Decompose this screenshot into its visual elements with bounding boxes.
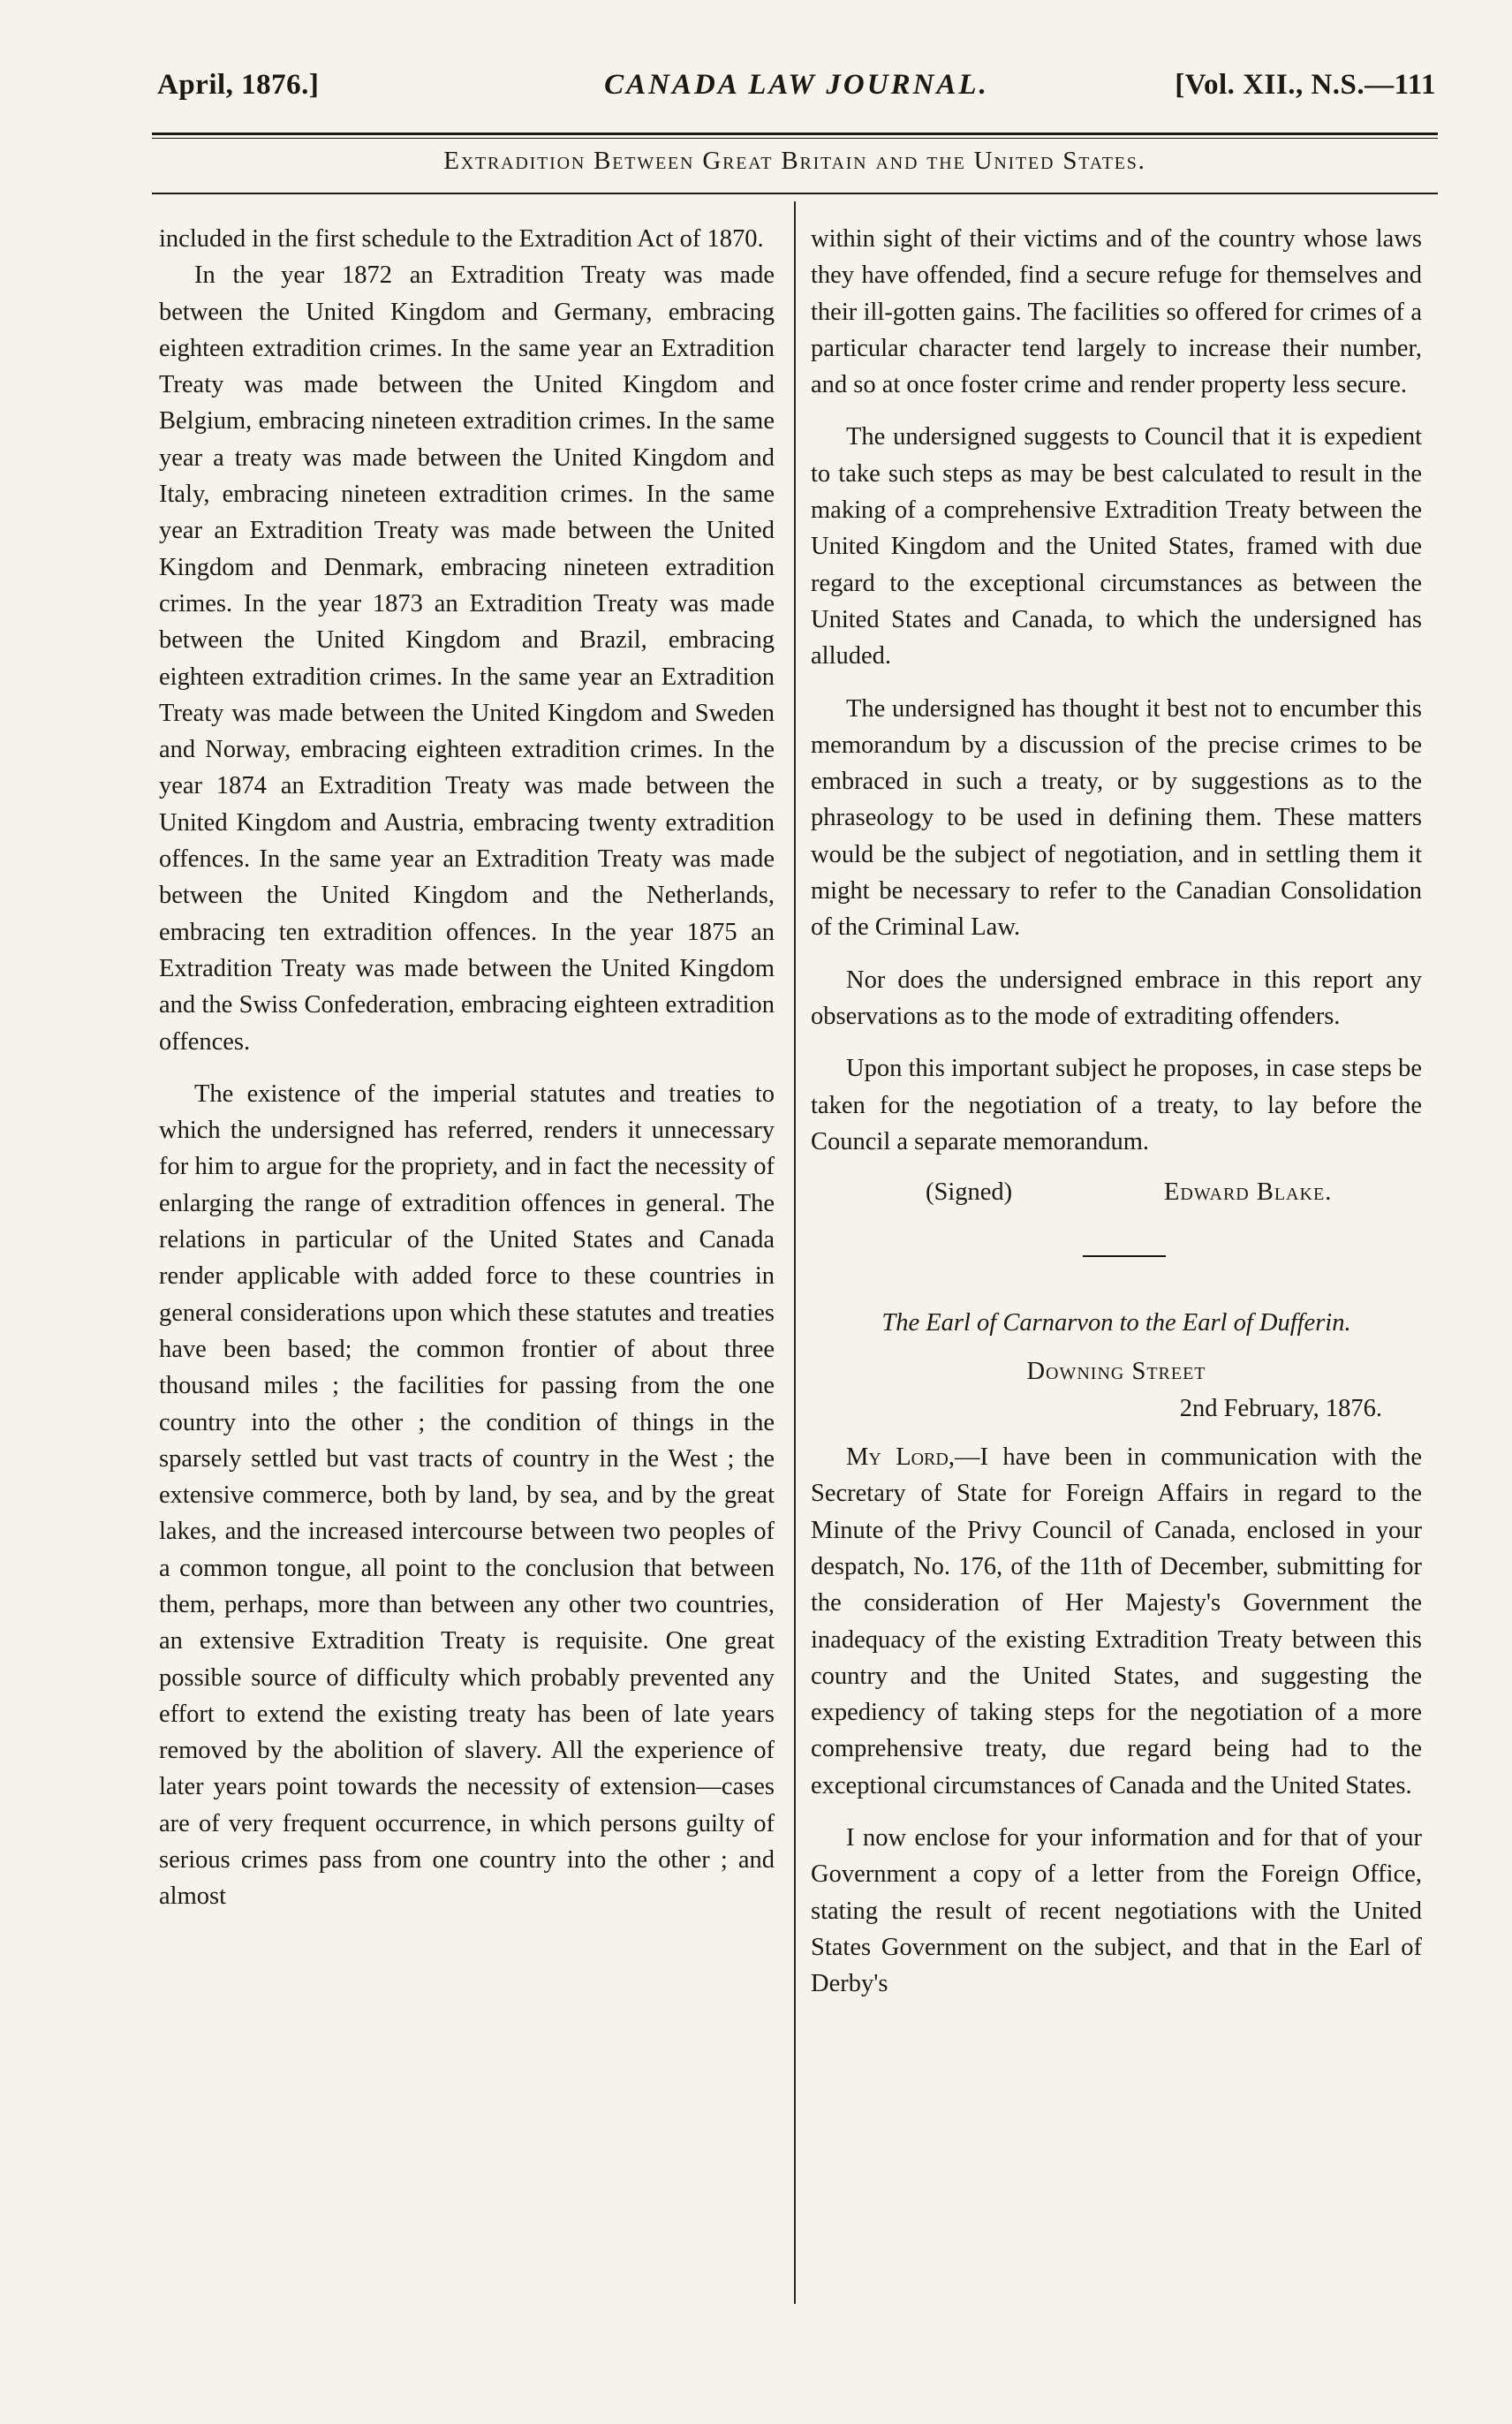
salutation: My Lord,: [846, 1443, 955, 1472]
volume-page-number: [Vol. XII., N.S.—111: [1175, 69, 1436, 101]
column-divider: [794, 201, 796, 2304]
section-rule: [152, 193, 1438, 194]
section-title: Extradition Between Great Britain and the United States.: [443, 147, 1146, 175]
left-column: [159, 221, 775, 1915]
letter-paragraph-text: —I have been in communication with the Secretary of State for Foreign Affairs in regard to the Minute of the Privy Council of Canada, enclosed in your despatch, No. 176, of the 11th of December, submitting for the consideration of Her Majesty's Government the inadequacy of the existing Extradition Treaty between this country and the United States, and suggesting the expediency of taking steps for the negotiation of a more comprehensive treaty, due regard being had to the exceptional circumstances of Canada and the United States.: [811, 1443, 1422, 1799]
signature-line: [811, 1174, 1422, 1211]
paragraph: included in the first schedule to the Extradition Act of 1870.: [159, 225, 764, 253]
journal-title: CANADA LAW JOURNAL.: [604, 69, 989, 101]
signed-label: (Signed): [926, 1178, 1013, 1207]
running-head: [157, 69, 1436, 113]
paragraph: The undersigned suggests to Council that it is expedient to take such steps as may be best calculated to result in the making of a comprehensive Extradition Treaty between the United Kingdom and the United States, framed with due regard to the exceptional circumstances as between the United States and Canada, to which the undersigned has alluded.: [811, 423, 1422, 670]
letter-heading: The Earl of Carnarvon to the Earl of Dufferin.: [881, 1309, 1351, 1337]
letter-paragraph: I now enclose for your information and for that of your Government a copy of a letter from the Foreign Office, stating the result of recent negotiations with the United States Government on the subject, and that in the Earl of Derby's: [811, 1823, 1422, 1998]
issue-date: April, 1876.]: [157, 69, 320, 101]
paragraph: In the year 1872 an Extradition Treaty was made between the United Kingdom and Germany, embracing eighteen extradition crimes. In the same year an Extradition Treaty was made between the United Kingdom and Belgium, embracing nineteen extradition crimes. In the same year a treaty was made between the United Kingdom and Italy, embracing nineteen extradition crimes. In the same year an Extradition Treaty was made between the United Kingdom and Denmark, embracing nineteen extradition crimes. In the year 1873 an Extradition Treaty was made between the United Kingdom and Brazil, embracing eighteen extradition crimes. In the same year an Extradition Treaty was made between the United Kingdom and Sweden and Norway, embracing eighteen extradition crimes. In the year 1874 an Extradition Treaty was made between the United Kingdom and Austria, embracing twenty extradition offences. In the same year an Extradition Treaty was made between the United Kingdom and the Netherlands, embracing ten extradition offences. In the year 1875 an Extradition Treaty was made between the United Kingdom and the Swiss Confederation, embracing eighteen extradition offences.: [159, 261, 775, 1056]
letter-paragraph: [811, 1439, 1422, 1804]
separator-rule: [1083, 1255, 1166, 1257]
header-rule-thin: [152, 138, 1438, 139]
right-column: [811, 221, 1422, 2002]
paragraph: The undersigned has thought it best not to encumber this memorandum by a discussion of the precise crimes to be embraced in such a treaty, or by suggestions as to the phraseology to be used in defining them. These matters would be the subject of negotiation, and in settling them it might be necessary to refer to the Canadian Consolidation of the Criminal Law.: [811, 694, 1422, 942]
paragraph: within sight of their victims and of the country whose laws they have offended, find a secure refuge for themselves and their ill-gotten gains. The facilities so offered for crimes of a particular character tend largely to increase their number, and so at once foster crime and render property less secure.: [811, 225, 1422, 399]
paragraph: Upon this important subject he proposes, in case steps be taken for the negotiation of a treaty, to lay before the Council a separate memorandum.: [811, 1055, 1422, 1155]
paragraph: The existence of the imperial statutes and treaties to which the undersigned has referred, renders it unnecessary for him to argue for the propriety, and in fact the necessity of enlarging the range of extradition offences in general. The relations in particular of the United States and Canada render applicable with added force to these countries in general considerations upon which these statutes and treaties have been based; the common frontier of about three thousand miles ; the facilities for passing from the one country into the other ; the condition of things in the sparsely settled but vast tracts of country in the West ; the extensive commerce, both by land, by sea, and by the great lakes, and the increased intercourse between two peoples of a common tongue, all point to the conclusion that between them, perhaps, more than between any other two countries, an extensive Extradition Treaty is requisite. One great possible source of difficulty which probably prevented any effort to extend the existing treaty has been of late years removed by the abolition of slavery. All the experience of later years point towards the necessity of extension—cases are of very frequent occurrence, in which persons guilty of serious crimes pass from one country into the other ; and almost: [159, 1079, 775, 1911]
header-rule: [152, 133, 1438, 135]
signatory-name: Edward Blake.: [1164, 1178, 1333, 1207]
letter-place: Downing Street: [1026, 1358, 1206, 1386]
letter-date: 2nd February, 1876.: [1179, 1394, 1382, 1422]
paragraph: Nor does the undersigned embrace in this report any observations as to the mode of extraditing offenders.: [811, 966, 1422, 1030]
